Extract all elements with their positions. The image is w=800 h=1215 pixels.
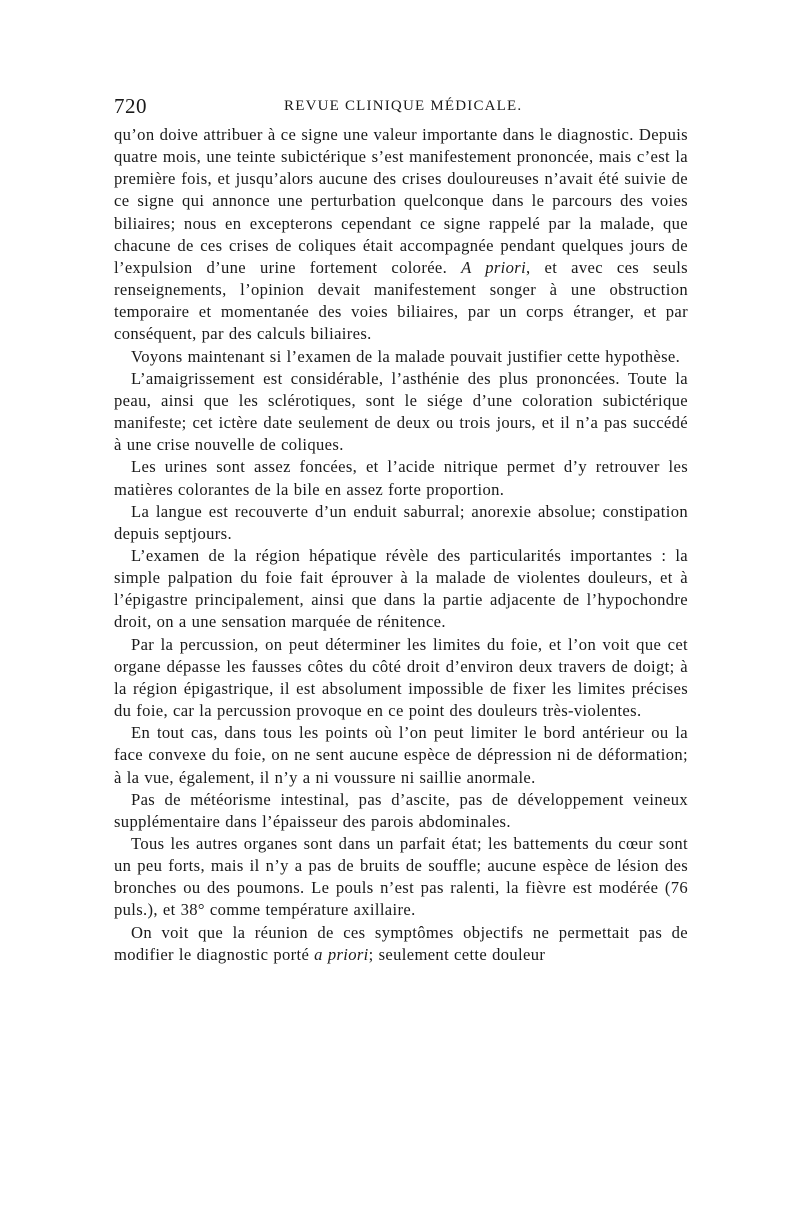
text-segment: Pas de météorisme intestinal, pas d’ascite, pas de développement veineux supplémentaire dans l’épaisseur des parois abdominales. xyxy=(114,789,688,831)
text-segment: L’examen de la région hépatique révèle des particularités importantes : la simple palpation du foie fait éprouver à la malade de violentes douleurs, et à l’épigastre principalement, ainsi que dans la partie adjacente de l’hypochondre droit, on a une sensation marquée de rénitence. xyxy=(114,545,688,632)
text-segment: Voyons maintenant si l’examen de la malade pouvait justifier cette hypothèse. xyxy=(131,346,681,366)
text-segment: Les urines sont assez foncées, et l’acide nitrique permet d’y retrouver les matières colorantes de la bile en assez forte proportion. xyxy=(114,457,688,499)
page-number: 720 xyxy=(114,94,147,118)
paragraph xyxy=(114,456,688,500)
text-segment: En tout cas, dans tous les points où l’on peut limiter le bord antérieur ou la face convexe du foie, on ne sent aucune espèce de dépression ni de déformation; à la vue, également, il n’y a ni voussure ni saillie anormale. xyxy=(114,723,688,787)
paragraph xyxy=(114,368,688,457)
page xyxy=(114,94,688,966)
page-header xyxy=(114,94,688,124)
text-segment: La langue est recouverte d’un enduit saburral; anorexie absolue; constipation depuis septjours. xyxy=(114,501,688,543)
paragraph xyxy=(114,634,688,723)
paragraph xyxy=(114,722,688,788)
paragraph xyxy=(114,789,688,833)
paragraph xyxy=(114,124,688,346)
running-head: REVUE CLINIQUE MÉDICALE. xyxy=(284,98,523,114)
text-segment: L’amaigrissement est considérable, l’asthénie des plus prononcées. Toute la peau, ainsi que les sclérotiques, sont le siége d’une coloration subictérique manifeste; cet ictère date seulement de deux ou trois jours, et il n’a pas succédé à une crise nouvelle de coliques. xyxy=(114,368,688,455)
italic-phrase: A priori xyxy=(461,257,527,277)
text-segment: Par la percussion, on peut déterminer les limites du foie, et l’on voit que cet organe dépasse les fausses côtes du côté droit d’environ deux travers de doigt; à la région épigastrique, il est absolument impossible de fixer les limites précises du foie, car la percussion provoque en ce point des douleurs très-violentes. xyxy=(114,634,688,721)
text-segment: On voit que la réunion de ces symptômes objectifs ne permettait pas de modifier le diagnostic porté xyxy=(114,922,688,964)
text-segment: qu’on doive attribuer à ce signe une valeur importante dans le diagnostic. Depuis quatre mois, une teinte subictérique s’est manifestement prononcée, mais c’est la première fois, et jusqu’alors aucune des crises douloureuses n’avait été suivie de ce signe qui annonce une perturbation quelconque dans le parcours des voies biliaires; nous en excepterons cependant ce signe rappelé par la malade, que chacune de ces crises de coliques était accompagnée pendant quelques jours de l’expulsion d’une urine fortement colorée. xyxy=(114,125,688,277)
text-segment: , et avec ces seuls renseignements, l’opinion devait manifestement songer à une obstruction temporaire et momentanée des voies biliaires, par un corps étranger, et par conséquent, par des calculs biliaires. xyxy=(114,257,688,344)
paragraph xyxy=(114,922,688,966)
paragraph xyxy=(114,346,688,368)
paragraph xyxy=(114,501,688,545)
paragraph xyxy=(114,833,688,922)
text-segment: ; seulement cette douleur xyxy=(368,944,546,964)
italic-phrase: a priori xyxy=(314,944,369,964)
text-segment: Tous les autres organes sont dans un parfait état; les battements du cœur sont un peu forts, mais il n’y a pas de bruits de souffle; aucune espèce de lésion des bronches ou des poumons. Le pouls n’est pas ralenti, la fièvre est modérée (76 puls.), et 38° comme température axillaire. xyxy=(114,834,688,920)
paragraph xyxy=(114,545,688,634)
body-text xyxy=(114,124,688,966)
